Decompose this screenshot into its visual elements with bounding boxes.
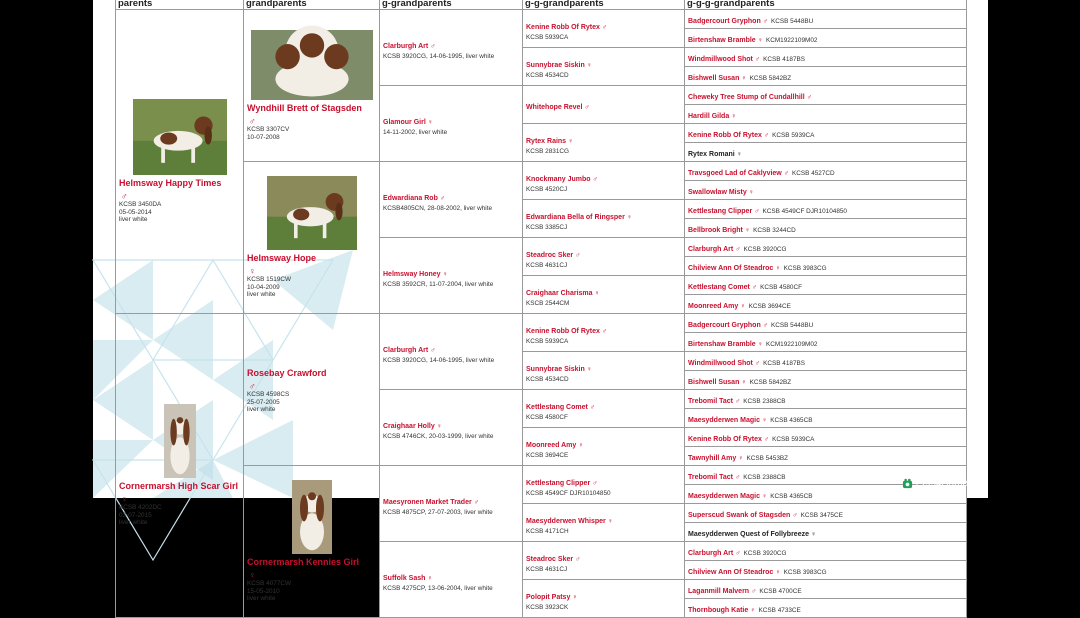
dog-name-link[interactable]: Cheweky Tree Stump of Cundallhill [688, 94, 805, 101]
dog-name-link[interactable]: Badgercourt Gryphon [688, 322, 761, 329]
female-icon: ♀ [740, 303, 746, 310]
dog-name-link[interactable]: Polopit Patsy [526, 593, 571, 601]
dog-info: 10-04-2009 [247, 283, 280, 291]
dog-name-link[interactable]: Sunnybrae Siskin [526, 61, 585, 69]
male-icon: ♂ [430, 42, 436, 50]
dog-name-link[interactable]: Edwardiana Bella of Ringsper [526, 213, 625, 221]
dog-name-link[interactable]: Clarburgh Art [688, 550, 734, 557]
gen5-cell [685, 143, 967, 162]
gen4-cell [523, 200, 685, 238]
dog-name-link[interactable]: Helmsway Hope [247, 253, 317, 264]
dog-info: KCSB 4202DC [119, 504, 162, 512]
dog-name-link[interactable]: Kenine Robb Of Rytex [526, 23, 600, 31]
gen5-cell [685, 257, 967, 276]
dog-name-link[interactable]: Birtenshaw Bramble [688, 37, 756, 44]
dog-info: KCSB 3920CG, 14-06-1995, liver white [383, 356, 495, 364]
dog-name-link[interactable]: Cornermarsh Kennies Girl [247, 557, 360, 568]
cornermarsh-kennies-girl-photo [292, 480, 332, 554]
dog-info: KCSB 1519CW [247, 276, 292, 284]
female-icon: ♀ [750, 607, 756, 614]
dog-info: KCM1922109M02 [765, 341, 818, 348]
male-icon: ♂ [575, 251, 581, 259]
dog-info: liver white [247, 406, 276, 414]
male-icon: ♂ [249, 381, 256, 392]
male-icon: ♂ [783, 170, 790, 177]
gen3-cell [380, 542, 523, 618]
gen3-cell [380, 314, 523, 390]
male-icon: ♂ [754, 56, 761, 63]
gen5-cell [685, 599, 967, 618]
male-icon: ♂ [751, 588, 757, 595]
dog-info: KCSB 3923CK [526, 603, 569, 611]
female-icon: ♀ [748, 189, 754, 196]
dog-info: KCSB 5842BZ [749, 75, 792, 82]
dog-info: KCSB 5842BZ [749, 379, 792, 386]
helmsway-happy-times-photo [133, 99, 227, 175]
dog-name-link[interactable]: Trebomil Tact [688, 398, 733, 405]
female-icon: ♀ [436, 422, 442, 430]
dog-name-link[interactable]: Badgercourt Gryphon [688, 18, 761, 25]
dog-name-link[interactable]: Rosebay Crawford [247, 368, 327, 379]
gen2-cell [244, 314, 380, 466]
male-icon: ♂ [735, 474, 741, 481]
dog-name-link[interactable]: Maesyronen Market Trader [383, 498, 472, 506]
gen5-cell [685, 67, 967, 86]
male-icon: ♂ [430, 346, 436, 354]
watermark [902, 478, 973, 489]
dog-name-link[interactable]: Superscud Swank of Stagsden [688, 512, 791, 519]
gen4-cell [523, 542, 685, 580]
male-icon: ♂ [575, 555, 581, 563]
dog-name-link[interactable]: Chilview Ann Of Steadroc [688, 265, 774, 272]
male-icon: ♂ [762, 322, 768, 329]
pedigree-row [116, 314, 967, 333]
dog-name-link[interactable]: Chilview Ann Of Steadroc [688, 569, 774, 576]
female-icon: ♀ [810, 531, 817, 538]
female-icon: ♀ [121, 494, 128, 505]
gen3-cell [380, 10, 523, 86]
gen5-cell [685, 181, 967, 200]
dog-info: liver white [119, 519, 148, 527]
dog-name-link[interactable]: Kenine Robb Of Rytex [688, 436, 762, 443]
male-icon: ♂ [592, 175, 598, 183]
male-icon: ♂ [592, 479, 598, 487]
gen5-cell [685, 580, 967, 599]
female-icon: ♀ [775, 569, 781, 576]
dog-info: KCSB 3244CD [753, 227, 796, 234]
dog-name-link[interactable]: Moonreed Amy [526, 441, 577, 449]
female-icon: ♀ [249, 266, 256, 277]
dog-name-link[interactable]: Maesydderwen Magic [688, 417, 760, 424]
header-parents: parents [116, 0, 244, 10]
dog-name-link[interactable]: Steadroc Sker [526, 251, 574, 259]
gen5-cell [685, 371, 967, 390]
female-icon: ♀ [626, 213, 633, 221]
dog-info: KCSB 4746CK, 20-03-1999, liver white [383, 432, 494, 440]
dog-info: KCSB 3983CG [783, 265, 827, 272]
dog-info: KSCB 2544CM [526, 299, 570, 307]
male-icon: ♂ [754, 208, 760, 215]
gen5-cell [685, 542, 967, 561]
paw-icon [902, 478, 913, 489]
female-icon: ♀ [578, 441, 584, 449]
dog-name-link[interactable]: Sunnybrae Siskin [526, 365, 585, 373]
dog-name-link[interactable]: Kenine Robb Of Rytex [688, 132, 762, 139]
dog-info: KCM1922109M02 [765, 37, 818, 44]
dog-name-link[interactable]: Clarburgh Art [383, 346, 429, 354]
dog-info: KCSB 4527CD [792, 170, 835, 177]
dog-name-link[interactable]: Kettlestang Comet [688, 284, 750, 291]
gen5-cell [685, 561, 967, 580]
dog-name-link[interactable]: Windmillwood Shot [688, 360, 753, 367]
dog-info: 15-05-2010 [247, 587, 280, 595]
dog-info: KCSB 4077CW [247, 580, 292, 588]
gen1-cell [116, 314, 244, 618]
dog-name-link[interactable]: Wyndhill Brett of Stagsden [247, 102, 362, 113]
gen5-cell [685, 86, 967, 105]
male-icon: ♂ [473, 498, 479, 506]
female-icon: ♀ [568, 137, 574, 145]
dog-info: 03-07-2015 [119, 511, 152, 519]
dog-name-link[interactable]: Kenine Robb Of Rytex [526, 327, 600, 335]
female-icon: ♀ [744, 227, 751, 234]
gen2-cell [244, 466, 380, 618]
female-icon: ♀ [775, 265, 781, 272]
male-icon: ♂ [763, 132, 770, 139]
dog-name-link[interactable]: Rytex Romani [688, 151, 735, 158]
dog-info: KCSB 4549CF DJR10104850 [526, 489, 611, 497]
gen5-cell [685, 29, 967, 48]
female-icon: ♀ [586, 61, 592, 69]
dog-info: KCSB 4187BS [763, 360, 806, 367]
gen4-cell [523, 314, 685, 352]
dog-info: KCSB 4365CB [770, 417, 813, 424]
gen4-cell [523, 238, 685, 276]
dog-name-link[interactable]: Bishwell Susan [688, 379, 740, 386]
male-icon: ♂ [806, 94, 812, 101]
dog-name-link[interactable]: Edwardiana Rob [383, 194, 438, 202]
female-icon: ♀ [442, 270, 448, 278]
dog-info: KCSB 4365CB [770, 493, 813, 500]
dog-info: KCSB 2388CB [743, 398, 786, 405]
dog-info: KCSB4805CN, 28-08-2002, liver white [383, 204, 493, 212]
cornermarsh-high-scar-girl-photo [164, 404, 196, 478]
dog-info: KCSB 2388CB [743, 474, 786, 481]
gen5-cell [685, 295, 967, 314]
male-icon: ♂ [735, 550, 741, 557]
dog-name-link[interactable]: Maesydderwen Whisper [526, 517, 606, 525]
female-icon: ♀ [427, 118, 434, 126]
gen4-cell [523, 124, 685, 162]
dog-info: KCSB 4875CP, 27-07-2003, liver white [383, 508, 493, 516]
dog-name-link[interactable]: Craighaar Holly [383, 422, 435, 430]
dog-info: KCSB 3385CJ [526, 223, 568, 231]
header-g-grandparents: g-grandparents [380, 0, 523, 10]
female-icon: ♀ [249, 570, 256, 581]
gen5-cell [685, 48, 967, 67]
gen4-cell [523, 48, 685, 86]
female-icon: ♀ [427, 574, 433, 582]
female-icon: ♀ [761, 417, 768, 424]
dog-info: KCSB 5939CA [772, 436, 815, 443]
dog-info: KCSB 3920CG [743, 246, 787, 253]
male-icon: ♂ [121, 191, 128, 202]
dog-info: KCSB 4171CH [526, 527, 569, 535]
female-icon: ♀ [757, 37, 763, 44]
dog-info: KCSB 5453BZ [746, 455, 789, 462]
dog-name-link[interactable]: Rytex Rains [526, 137, 567, 145]
gen4-cell [523, 504, 685, 542]
gen3-cell [380, 390, 523, 466]
dog-info: 25-07-2005 [247, 398, 280, 406]
dog-info: KCSB 5939CA [526, 337, 569, 345]
dog-info: KCSB 3920CG [743, 550, 787, 557]
dog-info: KCSB 4733CE [758, 607, 801, 614]
gen5-cell [685, 200, 967, 219]
helmsway-hope-photo [267, 176, 357, 250]
dog-info: 14-11-2002, liver white [383, 128, 448, 136]
dog-info: 05-05-2014 [119, 208, 152, 216]
gen5-cell [685, 523, 967, 542]
gen5-cell [685, 333, 967, 352]
gen4-cell [523, 86, 685, 124]
gen4-cell [523, 10, 685, 48]
gen3-cell [380, 238, 523, 314]
female-icon: ♀ [607, 517, 613, 525]
male-icon: ♂ [601, 23, 608, 31]
dog-name-link[interactable]: Helmsway Honey [383, 270, 441, 278]
dog-name-link[interactable]: Maesydderwen Quest of Follybreeze [688, 531, 809, 538]
dog-name-link[interactable]: Swallowlaw Misty [688, 189, 747, 196]
male-icon: ♂ [735, 246, 741, 253]
header-g-g-g-grandparents: g-g-g-grandparents [685, 0, 967, 10]
dog-name-link[interactable]: Craighaar Charisma [526, 289, 593, 297]
gen5-cell [685, 390, 967, 409]
male-icon: ♂ [762, 18, 768, 25]
female-icon: ♀ [741, 75, 747, 82]
dog-info: KCSB 4549CF DJR10104850 [762, 208, 847, 215]
dog-info: KCSB 4700CE [759, 588, 802, 595]
dog-info: KCSB 4275CP, 13-06-2004, liver white [383, 584, 493, 592]
gen4-cell [523, 428, 685, 466]
pedigree-row [116, 10, 967, 29]
female-icon: ♀ [761, 493, 768, 500]
dog-name-link[interactable]: Clarburgh Art [688, 246, 734, 253]
dog-info: KCSB 5448BU [770, 18, 814, 25]
gen2-cell [244, 162, 380, 314]
dog-name-link[interactable]: Suffolk Sash [383, 574, 426, 582]
gen5-cell [685, 219, 967, 238]
gen4-cell [523, 162, 685, 200]
dog-info: KCSB 4598CS [247, 391, 290, 399]
header-g-g-grandparents: g-g-grandparents [523, 0, 685, 10]
dog-info: KCSB 4534CD [526, 375, 569, 383]
dog-name-link[interactable]: Thornbough Katie [688, 607, 749, 614]
dog-name-link[interactable]: Maesydderwen Magic [688, 493, 760, 500]
dog-info: KCSB 4631CJ [526, 261, 568, 269]
female-icon: ♀ [738, 455, 744, 462]
dog-info: KCSB 3694CE [526, 451, 569, 459]
gen5-cell [685, 409, 967, 428]
dog-info: KCSB 3450DA [119, 201, 162, 209]
male-icon: ♂ [589, 403, 596, 411]
wyndhill-brett-photo [251, 30, 373, 100]
dog-info: KCSB 4520CJ [526, 185, 568, 193]
pedigree-table [115, 0, 967, 618]
dog-info: KCSB 4187BS [763, 56, 806, 63]
gen2-cell [244, 10, 380, 162]
header-grandparents: grandparents [244, 0, 380, 10]
dog-info: KCSB 2831CG [526, 147, 569, 155]
dog-name-link[interactable]: Cornermarsh High Scar Girl [119, 481, 239, 492]
gen1-cell [116, 10, 244, 314]
dog-name-link[interactable]: Kettlestang Clipper [526, 479, 591, 487]
gen3-cell [380, 466, 523, 542]
dog-name-link[interactable]: Windmillwood Shot [688, 56, 753, 63]
pedigree-row [116, 466, 967, 485]
dog-name-link[interactable]: Moonreed Amy [688, 303, 739, 310]
gen5-cell [685, 162, 967, 181]
dog-info: KCSB 3592CR, 11-07-2004, liver white [383, 280, 494, 288]
gen4-cell [523, 352, 685, 390]
female-icon: ♀ [586, 365, 592, 373]
female-icon: ♀ [572, 593, 578, 601]
gen5-cell [685, 352, 967, 371]
dog-name-link[interactable]: Glamour Girl [383, 118, 426, 126]
dog-name-link[interactable]: Trebomil Tact [688, 474, 733, 481]
female-icon: ♀ [757, 341, 763, 348]
female-icon: ♀ [731, 113, 737, 120]
dog-info: KCSB 4580CF [760, 284, 803, 291]
dog-info: 10-07-2008 [247, 133, 280, 141]
female-icon: ♀ [741, 379, 747, 386]
male-icon: ♂ [751, 284, 758, 291]
gen5-cell [685, 447, 967, 466]
gen4-cell [523, 276, 685, 314]
male-icon: ♂ [584, 103, 590, 111]
dog-info: KCSB 3983CG [783, 569, 827, 576]
gen5-cell [685, 105, 967, 124]
male-icon: ♂ [763, 436, 770, 443]
dog-name-link[interactable]: Bishwell Susan [688, 75, 740, 82]
dog-name-link[interactable]: Birtenshaw Bramble [688, 341, 756, 348]
gen5-cell [685, 428, 967, 447]
dog-name-link[interactable]: Bellbrook Bright [688, 227, 743, 234]
dog-name-link[interactable]: Kettlestang Comet [526, 403, 588, 411]
dog-info: liver white [119, 216, 148, 224]
dog-name-link[interactable]: Helmsway Happy Times [119, 178, 222, 189]
pedigree-document [93, 0, 988, 614]
gen3-cell [380, 162, 523, 238]
dog-info: KCSB 4631CJ [526, 565, 568, 573]
male-icon: ♂ [754, 360, 761, 367]
dog-name-link[interactable]: Tawnyhill Amy [688, 455, 737, 462]
dog-info: KCSB 3307CV [247, 125, 290, 133]
dog-info: KCSB 3475CE [800, 512, 843, 519]
gen3-cell [380, 86, 523, 162]
header-row [116, 0, 967, 10]
dog-name-link[interactable]: Hardill Gilda [688, 113, 730, 120]
gen5-cell [685, 314, 967, 333]
gen5-cell [685, 276, 967, 295]
gen4-cell [523, 466, 685, 504]
gen4-cell [523, 390, 685, 428]
dog-name-link[interactable]: Steadroc Sker [526, 555, 574, 563]
dog-name-link[interactable]: Clarburgh Art [383, 42, 429, 50]
male-icon: ♂ [439, 194, 446, 202]
male-icon: ♂ [735, 398, 741, 405]
male-icon: ♂ [792, 512, 798, 519]
dog-info: KCSB 4534CD [526, 71, 569, 79]
dog-info: KCSB 3920CG, 14-06-1995, liver white [383, 52, 495, 60]
female-icon: ♀ [736, 151, 742, 158]
gen4-cell [523, 580, 685, 618]
dog-name-link[interactable]: Travsgoed Lad of Caklyview [688, 170, 782, 177]
watermark-text: Pets4Homes [915, 478, 973, 489]
dog-name-link[interactable]: Knockmany Jumbo [526, 175, 591, 183]
gen5-cell [685, 504, 967, 523]
dog-name-link[interactable]: Kettlestang Clipper [688, 208, 753, 215]
dog-info: liver white [247, 291, 276, 299]
male-icon: ♂ [249, 115, 256, 126]
dog-info: KCSB 3694CE [748, 303, 791, 310]
female-icon: ♀ [594, 289, 600, 297]
gen5-cell [685, 124, 967, 143]
gen5-cell [685, 238, 967, 257]
male-icon: ♂ [601, 327, 608, 335]
dog-info: KCSB 5448BU [770, 322, 814, 329]
gen5-cell [685, 10, 967, 29]
dog-name-link[interactable]: Laganmill Malvern [688, 588, 750, 595]
dog-info: liver white [247, 595, 276, 603]
pedigree-row [116, 162, 967, 181]
dog-info: KCSB 4580CF [526, 413, 568, 421]
dog-info: KCSB 5939CA [772, 132, 815, 139]
dog-info: KCSB 5939CA [526, 33, 569, 41]
dog-name-link[interactable]: Whitehope Revel [526, 103, 583, 111]
